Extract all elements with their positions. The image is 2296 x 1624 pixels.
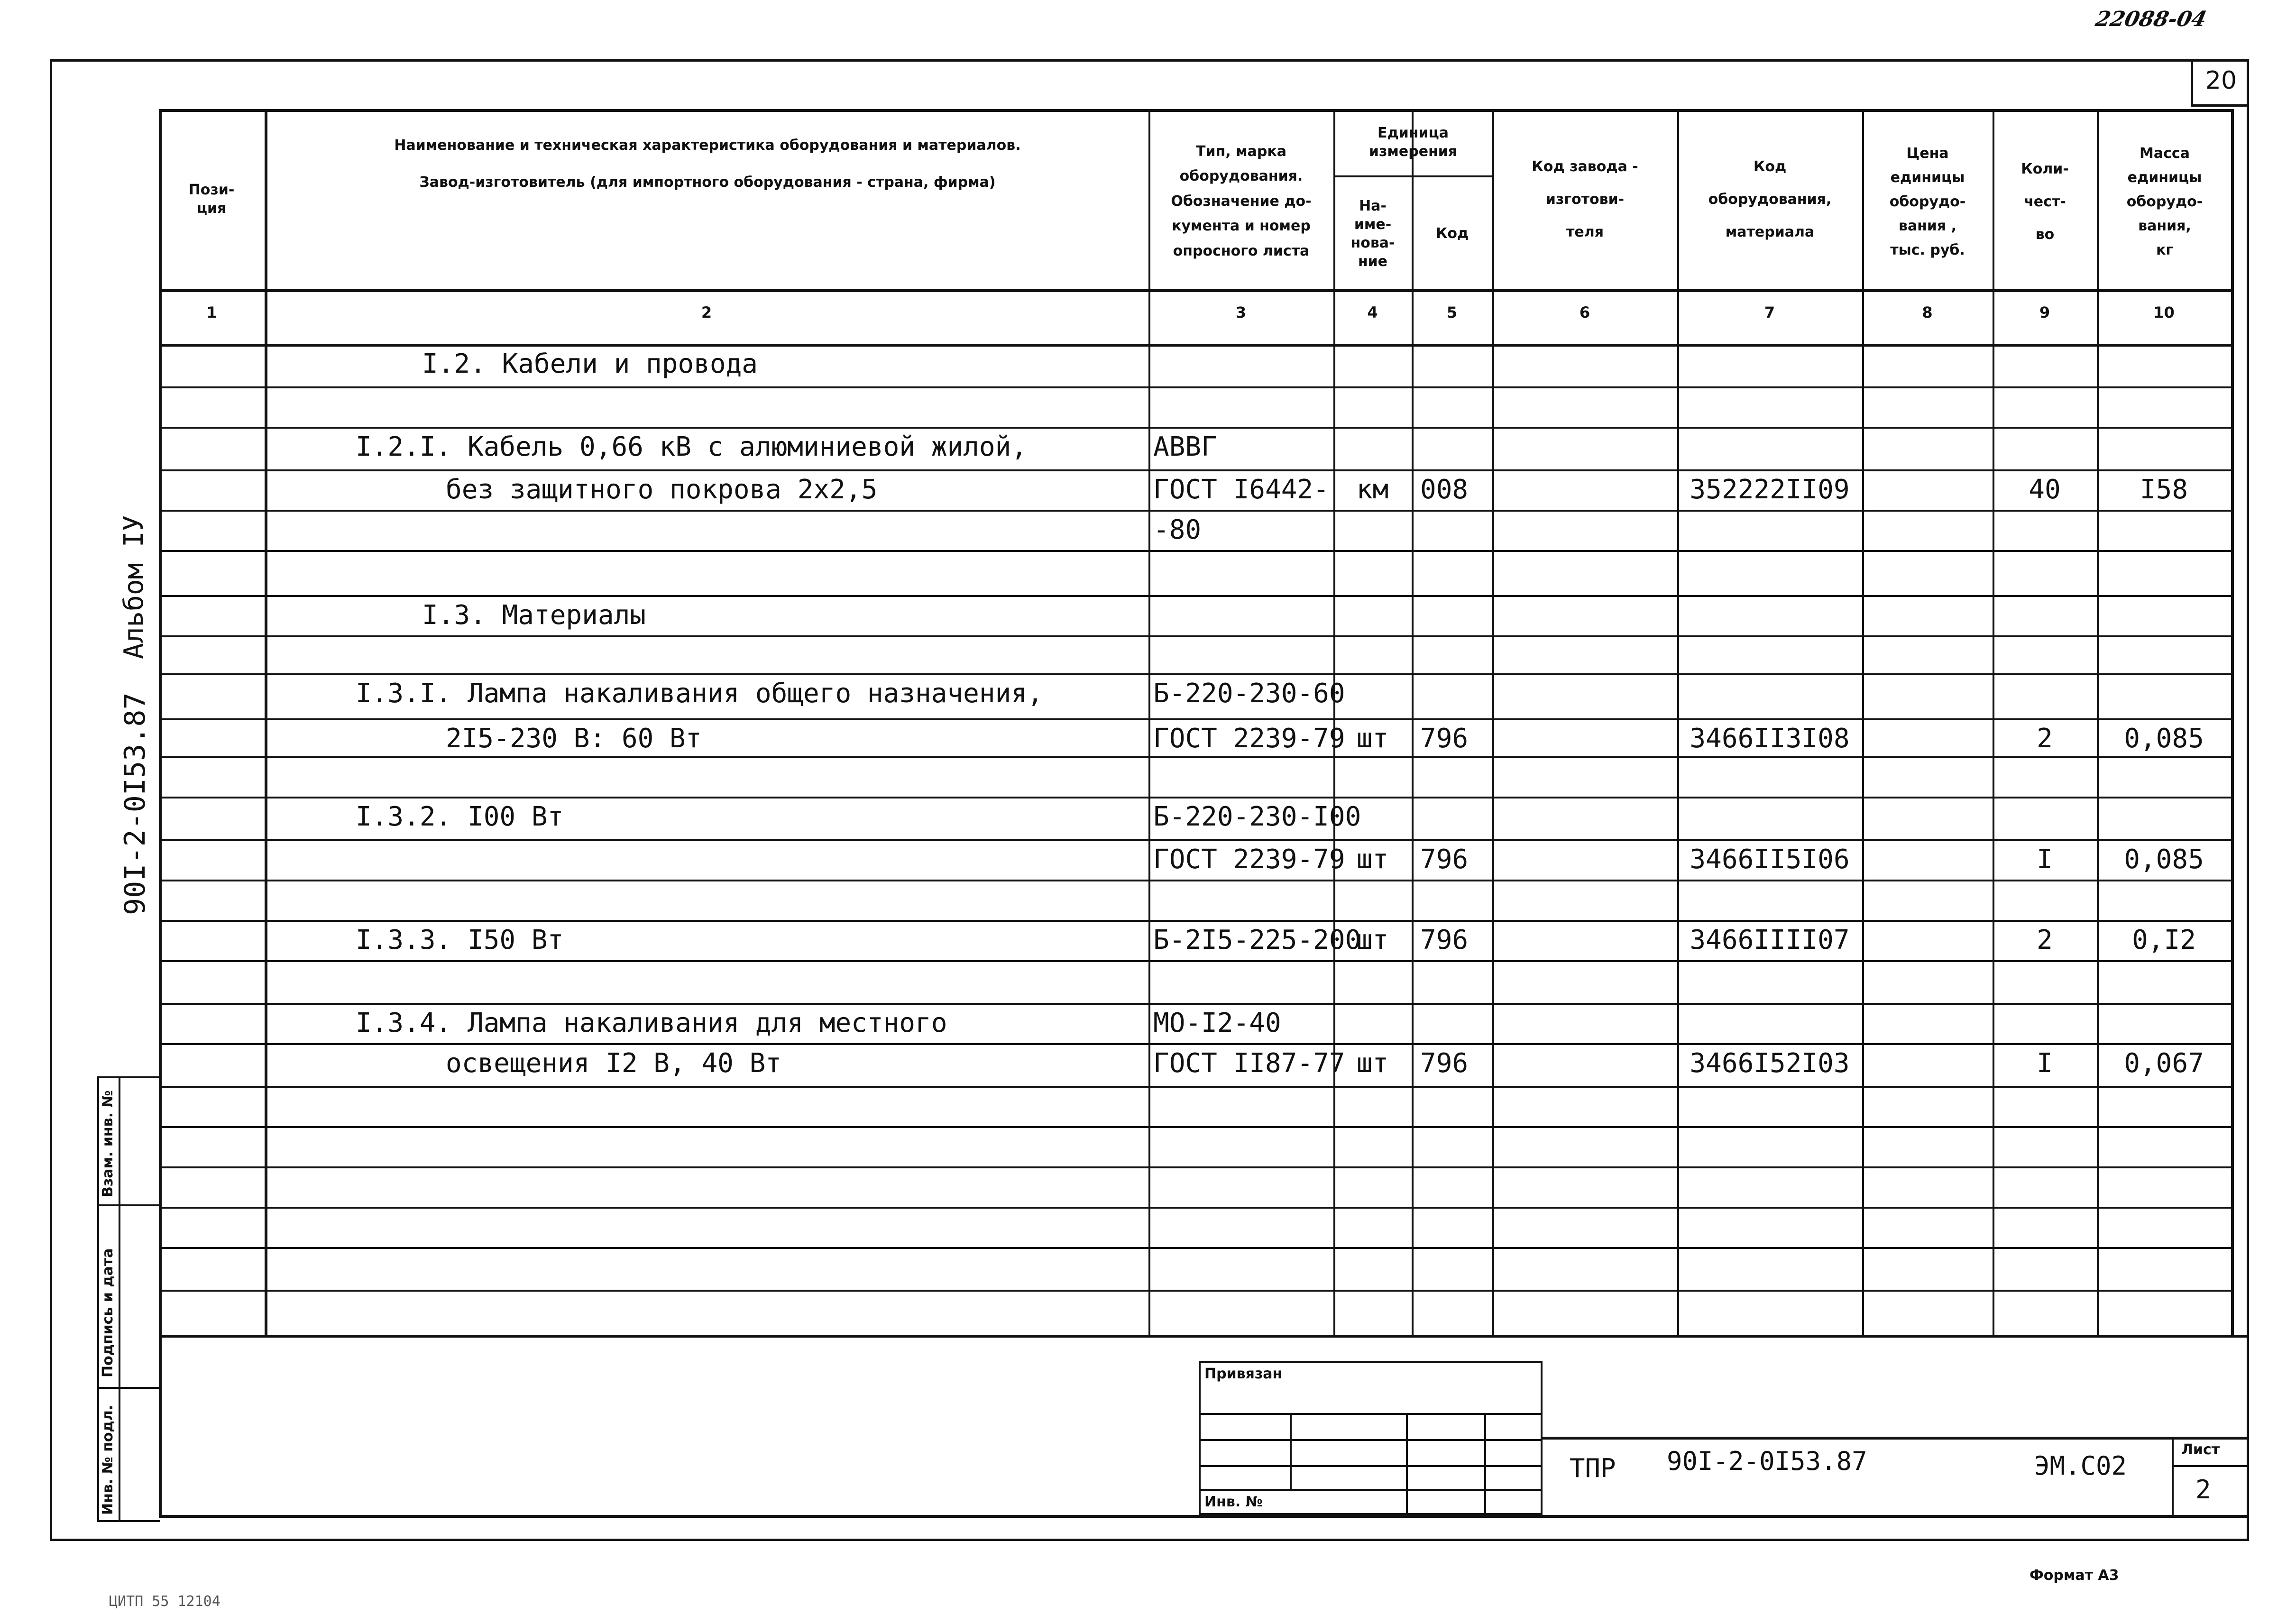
grid-line [159, 386, 2231, 388]
header-equip-code: Код оборудования, материала [1708, 158, 1832, 240]
grid-line [159, 880, 2231, 881]
format-label: Формат А3 [2030, 1567, 2119, 1584]
title-block-line [1543, 1437, 2249, 1440]
grid-line [159, 1207, 2231, 1209]
grid-line [159, 920, 2231, 922]
column-number-6: 6 [1579, 303, 1590, 321]
row-unit: шт [1356, 1048, 1389, 1079]
header-name: Наименование и техническая характеристика оборудования и материалов. Завод-изготовитель (для импортного оборудования - страна, фирма) [394, 137, 1021, 191]
grid-line [1333, 175, 1492, 177]
sheet-label: Лист [2181, 1441, 2220, 1458]
bottom-code: ЦИТП 55 12104 [109, 1593, 220, 1610]
row-type: Б-2I5-225-200 [1153, 925, 1361, 955]
header-type: Тип, марка оборудования. Обозначение до- кумента и номер опросного листа [1171, 143, 1312, 259]
grid-line [159, 1290, 2231, 1292]
column-number-2: 2 [701, 303, 712, 321]
grid-line [159, 1247, 2231, 1249]
grid-line [159, 718, 2231, 720]
row-type: ГОСТ 2239-79 [1153, 723, 1345, 754]
column-number-10: 10 [2153, 303, 2175, 321]
grid-line [1993, 109, 1994, 1335]
row-name: I.3.3. I50 Вт [356, 925, 564, 955]
row-name: I.3.4. Лампа накаливания для местного [356, 1008, 947, 1038]
row-type: Б-220-230-60 [1153, 678, 1345, 709]
row-type: МО-I2-40 [1153, 1008, 1281, 1038]
grid-line [159, 635, 2231, 637]
grid-line [1333, 109, 1335, 1335]
header-mass: Масса единицы оборудо- вания, кг [2126, 145, 2203, 258]
header-unit: Единица измерения [1368, 125, 1458, 160]
side-doc-number: 90I-2-0I53.87 [119, 692, 152, 915]
grid-line [2231, 109, 2234, 1335]
grid-line [159, 673, 2231, 675]
row-name: 2I5-230 В: 60 Вт [446, 723, 702, 754]
header-unit-code: Код [1435, 225, 1469, 242]
row-unit-code: 796 [1420, 925, 1469, 955]
grid-line [159, 1166, 2231, 1168]
header-position: Пози- ция [188, 182, 235, 217]
row-unit: шт [1356, 925, 1389, 955]
row-mass: 0,I2 [2132, 925, 2196, 955]
column-number-3: 3 [1235, 303, 1247, 321]
page-number: 20 [2205, 66, 2237, 95]
row-type: Б-220-230-I00 [1153, 801, 1361, 832]
grid-line [1148, 109, 1150, 1335]
row-qty: I [2037, 844, 2053, 875]
grid-line [1412, 109, 1414, 1335]
grid-line [159, 839, 2231, 841]
header-unit-name: На- име- нова- ние [1350, 197, 1395, 270]
doc-number-top: 22088-04 [2093, 7, 2209, 31]
row-unit-code: 008 [1420, 474, 1469, 505]
grid-line [159, 595, 2231, 597]
grid-line [159, 1515, 2249, 1518]
row-qty: 2 [2037, 723, 2053, 754]
row-name: без защитного покрова 2х2,5 [446, 474, 878, 505]
grid-line [159, 550, 2231, 552]
privyazan-label: Привязан [1204, 1366, 1283, 1382]
grid-line [159, 1003, 2231, 1005]
grid-line [159, 1126, 2231, 1128]
sheet-number: 2 [2195, 1475, 2211, 1505]
row-unit: шт [1356, 723, 1389, 754]
album-label: Альбом IУ [119, 515, 149, 659]
podpis-label: Подпись и дата [100, 1248, 116, 1377]
row-unit: км [1356, 474, 1389, 505]
row-equip-code: 352222II09 [1690, 474, 1850, 505]
row-qty: 2 [2037, 925, 2053, 955]
row-unit: шт [1356, 844, 1389, 875]
grid-line [159, 756, 2231, 758]
row-name: I.3.2. I00 Вт [356, 801, 564, 832]
column-number-5: 5 [1446, 303, 1458, 321]
sheet-code: ЭМ.С02 [2034, 1451, 2127, 1481]
row-qty: 40 [2029, 474, 2061, 505]
row-equip-code: 3466II3I08 [1690, 723, 1850, 754]
row-unit-code: 796 [1420, 723, 1469, 754]
row-name: I.3. Материалы [422, 600, 646, 631]
row-qty: I [2037, 1048, 2053, 1079]
column-number-1: 1 [206, 303, 217, 321]
row-equip-code: 3466I52I03 [1690, 1048, 1850, 1079]
row-mass: I58 [2140, 474, 2188, 505]
row-equip-code: 3466IIII07 [1690, 925, 1850, 955]
grid-line [265, 109, 267, 1335]
grid-line [159, 797, 2231, 798]
grid-line [1677, 109, 1679, 1335]
row-name: освещения I2 В, 40 Вт [446, 1048, 782, 1079]
column-number-7: 7 [1764, 303, 1775, 321]
row-mass: 0,067 [2124, 1048, 2204, 1079]
privyazan-box [1199, 1361, 1543, 1515]
header-price: Цена единицы оборудо- вания , тыс. руб. [1889, 145, 1966, 258]
grid-line [159, 960, 2231, 962]
row-unit-code: 796 [1420, 1048, 1469, 1079]
row-name: I.2. Кабели и провода [422, 349, 758, 379]
vzam-label: Взам. инв. № [100, 1090, 116, 1197]
grid-line [159, 469, 2231, 471]
header-factory: Код завода - изготови- теля [1532, 158, 1638, 240]
inv-label: Инв. № подл. [100, 1404, 116, 1515]
column-number-4: 4 [1367, 303, 1378, 321]
row-type: ГОСТ I6442- [1153, 474, 1329, 505]
grid-line [159, 344, 2231, 347]
row-name: I.2.I. Кабель 0,66 кВ с алюминиевой жилой, [356, 431, 1028, 462]
tpr-label: ТПР [1570, 1453, 1616, 1483]
row-unit-code: 796 [1420, 844, 1469, 875]
row-type: ГОСТ II87-77 [1153, 1048, 1345, 1079]
inv-no-label: Инв. № [1204, 1494, 1263, 1510]
grid-line [1492, 109, 1494, 1335]
header-qty: Коли- чест- во [2021, 160, 2069, 243]
grid-line [1862, 109, 1864, 1335]
grid-line [159, 1043, 2231, 1045]
row-type: -80 [1153, 514, 1202, 545]
grid-line [159, 289, 2231, 292]
grid-line [159, 510, 2231, 512]
grid-line [2097, 109, 2099, 1335]
stamp-doc-code: 90I-2-0I53.87 [1667, 1446, 1867, 1476]
row-type: ГОСТ 2239-79 [1153, 844, 1345, 875]
row-mass: 0,085 [2124, 723, 2204, 754]
row-equip-code: 3466II5I06 [1690, 844, 1850, 875]
column-number-9: 9 [2039, 303, 2050, 321]
grid-line [159, 1086, 2231, 1088]
row-name: I.3.I. Лампа накаливания общего назначения, [356, 678, 1043, 709]
row-mass: 0,085 [2124, 844, 2204, 875]
column-number-8: 8 [1922, 303, 1933, 321]
grid-line [159, 1335, 2249, 1338]
grid-line [159, 427, 2231, 429]
row-type: АВВГ [1153, 431, 1217, 462]
